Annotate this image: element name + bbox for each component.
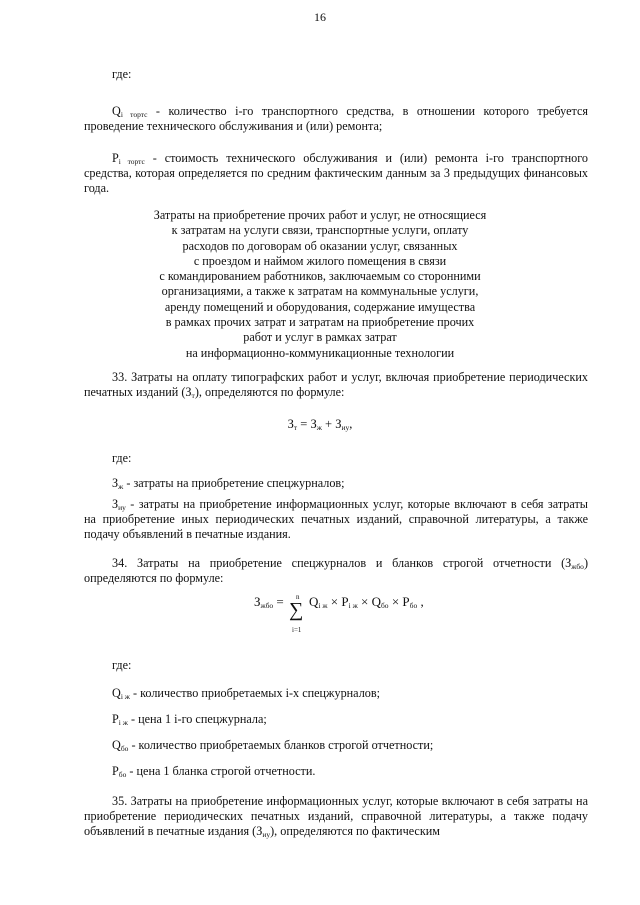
definition-ziu: $З_{иу}$ - затраты на приобретение информационных услуг, которые включают в себя затраты на приобретение иных периодических печатных изданий, справочной литературы, а также подачу объявлений в печатные издания.: [84, 497, 588, 541]
page-number: 16: [314, 10, 326, 24]
sum-lower-limit: i=1: [292, 626, 302, 634]
formula-zzhbo: $З_{жбо} = Q_{i ж} \times P_{i ж} \times Q_{бо} \times P_{бо}$ ,: [254, 594, 424, 610]
section-heading: Затраты на приобретение прочих работ и услуг, не относящиеся к затратам на услуги связи, транспортные услуги, оплату расходов по договорам об оказании услуг, связанных с проездом и наймом жилого помещения в связи с командированием работников, заключаемым со сторонними организациями, а также к затратам на коммунальные услуги, аренду помещений и оборудования, содержание имущества в рамках прочих затрат и затратам на приобретение прочих работ и услуг в рамках затрат на информационно-коммуникационные технологии: [153, 208, 487, 360]
definition-q-tortc: $Q_{i тортс}$ - количество i-го транспортного средства, в отношении которого требуется проведение технического обслуживания и (или) ремонта;: [84, 104, 588, 133]
definition-pbo: $P_{бо}$ - цена 1 бланка строгой отчетности.: [112, 764, 316, 779]
paragraph-33: 33. Затраты на оплату типографских работ и услуг, включая приобретение периодических печатных изданий $(З_т)$, определяются по формуле:: [84, 370, 588, 400]
definition-qizh: $Q_{i ж}$ - количество приобретаемых i-х спецжурналов;: [112, 686, 381, 701]
where-label-3: где:: [112, 658, 132, 672]
formula-zt: $З_т = З_ж + З_{иу}$,: [287, 417, 353, 432]
sum-sign: ∑: [289, 599, 304, 621]
where-label-2: где:: [112, 451, 132, 465]
paragraph-35: 35. Затраты на приобретение информационных услуг, которые включают в себя затраты на приобретение периодических печатных изданий, справочной литературы, а также подачу объявлений в печатные издания $(З_{иу})$, определяются по фактическим: [84, 794, 588, 839]
definition-p-tortc: $P_{i тортс}$ - стоимость технического обслуживания и (или) ремонта i-го транспортного средства, которая определяется по средним фактическим данным за 3 предыдущих финансовых года.: [84, 151, 588, 195]
definition-qbo: $Q_{бо}$ - количество приобретаемых бланков строгой отчетности;: [112, 738, 434, 753]
definition-pizh: $P_{i ж}$ - цена 1 i-го спецжурнала;: [112, 712, 267, 727]
sum-upper-limit: n: [296, 593, 300, 601]
paragraph-34: 34. Затраты на приобретение спецжурналов и бланков строгой отчетности $(З_{жбо})$ определяются по формуле:: [84, 556, 588, 585]
definition-zzh: $З_ж$ - затраты на приобретение спецжурналов;: [112, 476, 345, 491]
where-label-1: где:: [112, 67, 132, 81]
